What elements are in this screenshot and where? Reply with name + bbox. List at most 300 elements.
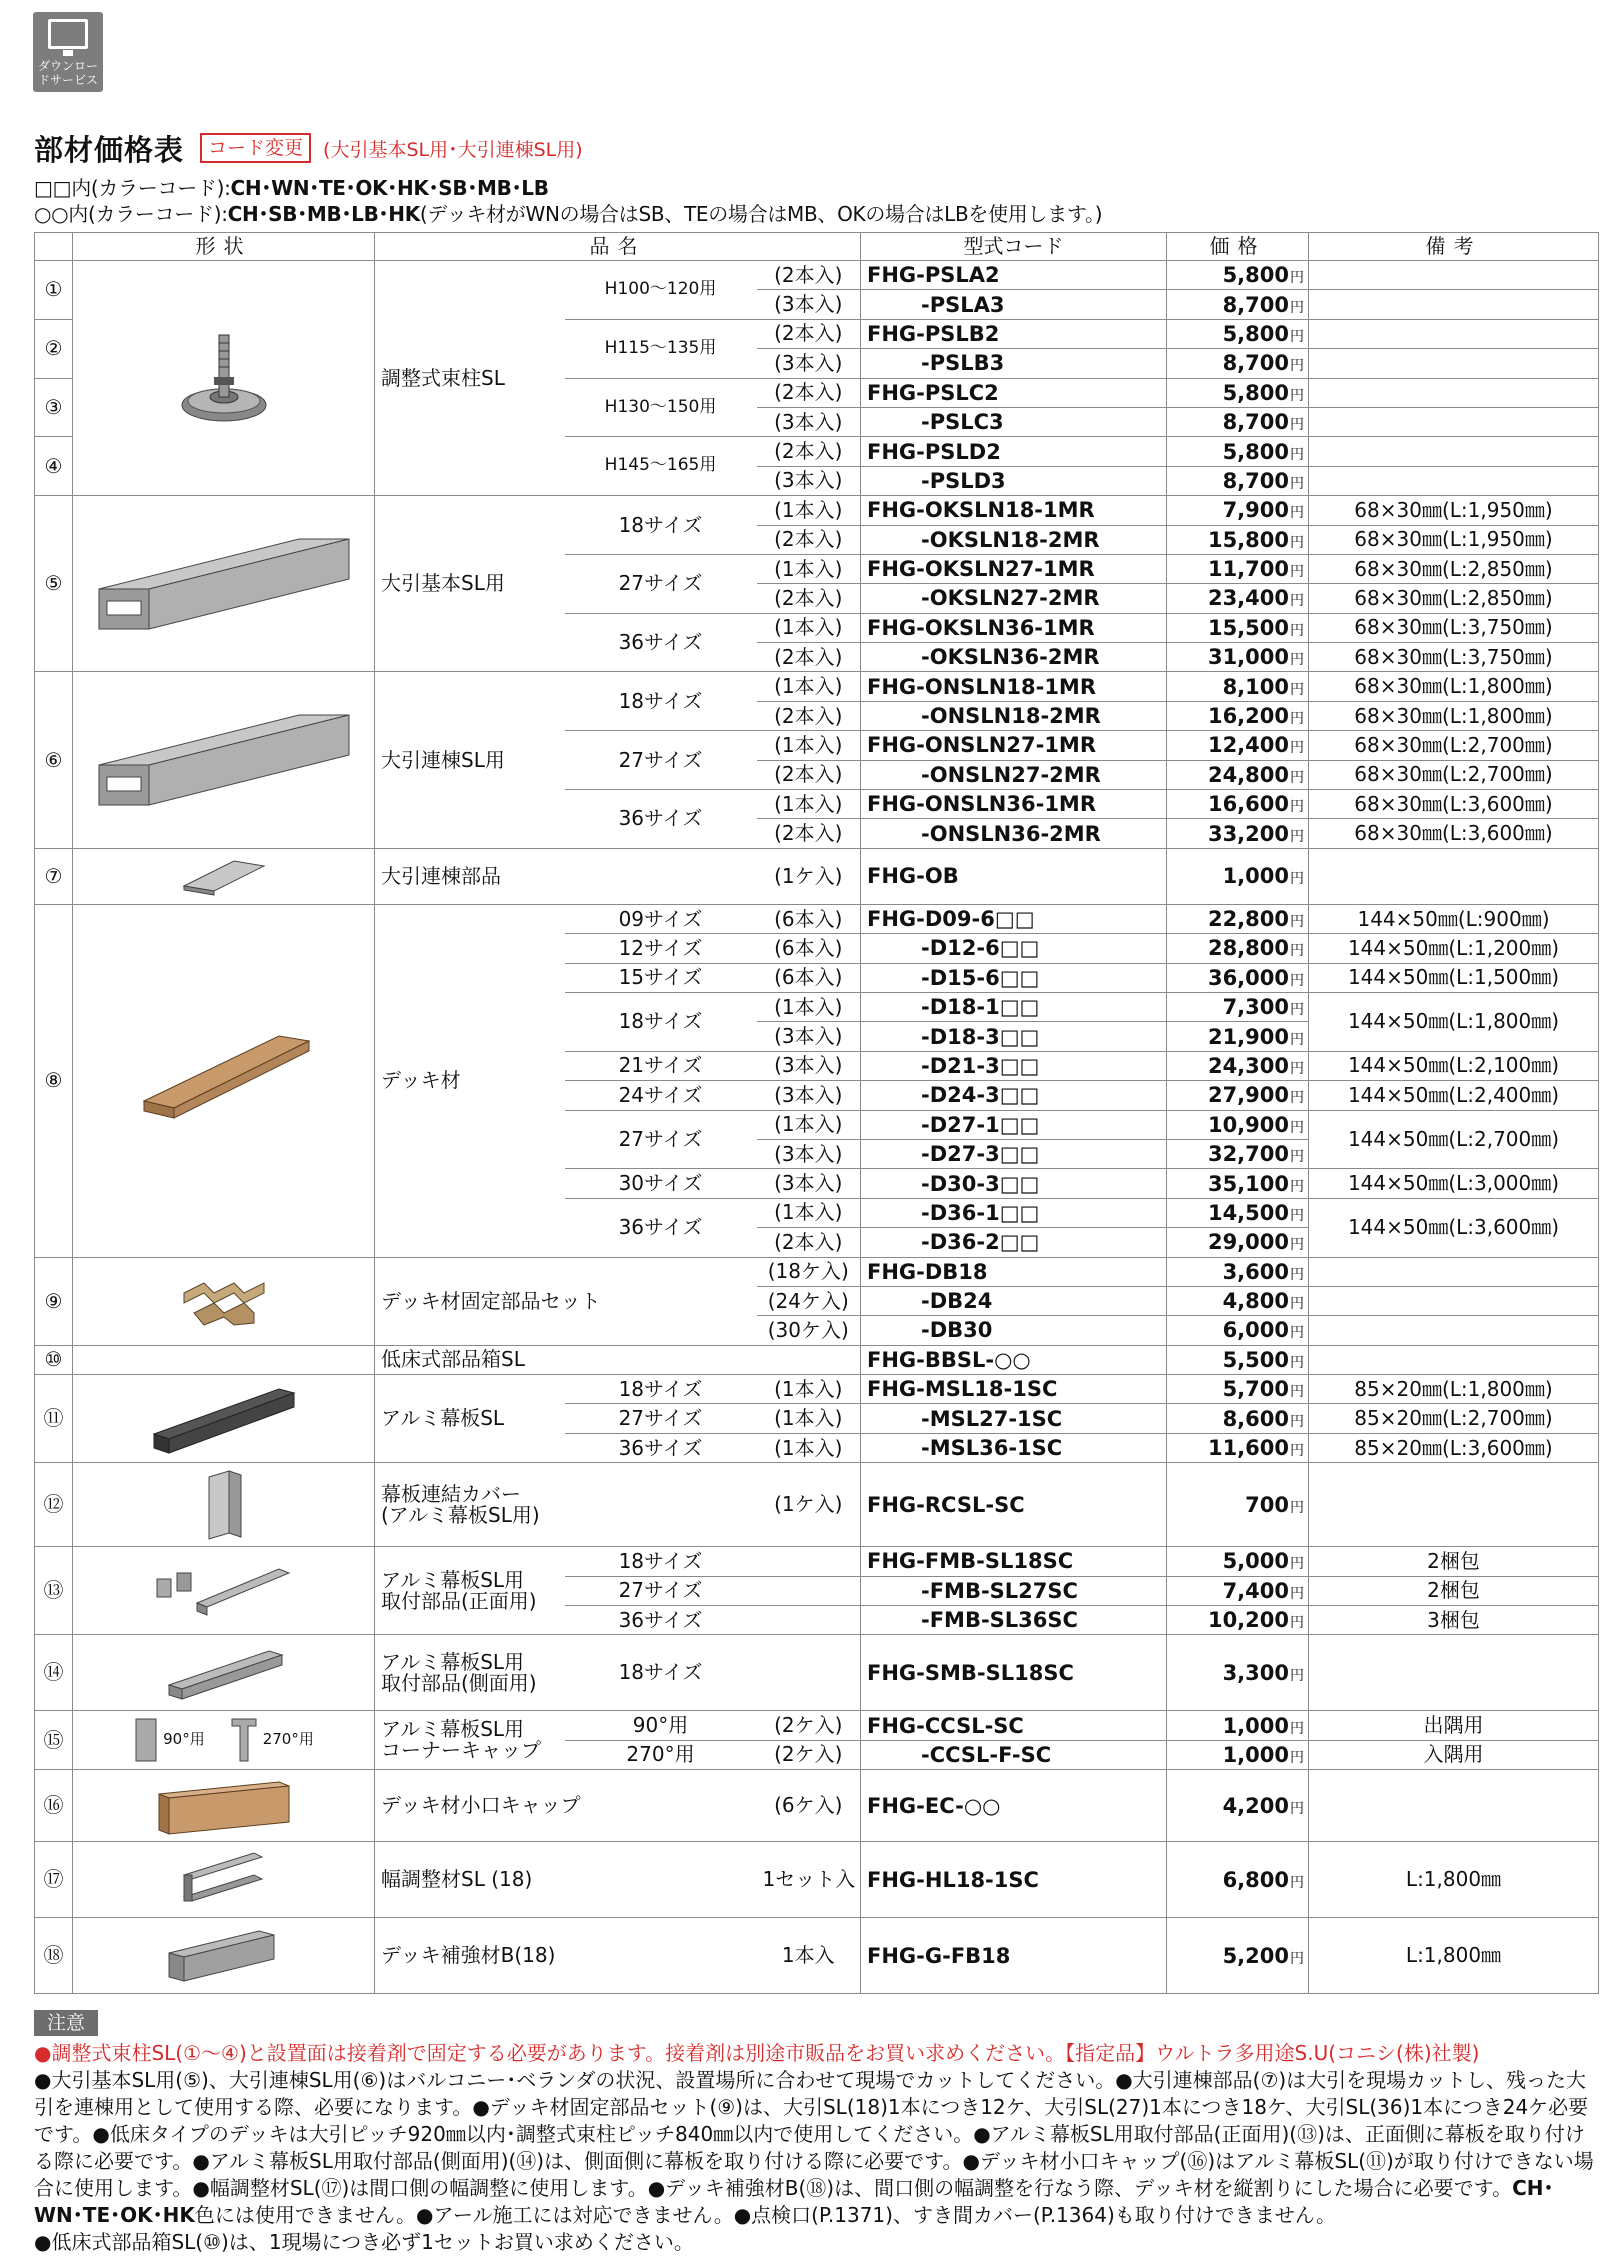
remark bbox=[1309, 349, 1599, 378]
price-value: 12,400 bbox=[1207, 733, 1289, 758]
table-row bbox=[35, 496, 1599, 525]
model-code: FHG-OKSLN36-1MR bbox=[861, 613, 1167, 642]
price-cell bbox=[1167, 790, 1309, 819]
remark: 68×30㎜(L:2,700㎜) bbox=[1309, 760, 1599, 789]
qty: (1本入) bbox=[757, 992, 861, 1021]
price-cell bbox=[1167, 437, 1309, 466]
yen-unit: 円 bbox=[1290, 446, 1304, 463]
remark bbox=[1309, 1635, 1599, 1711]
row-num: ⑬ bbox=[35, 1547, 73, 1635]
model-code: FHG-MSL18-1SC bbox=[861, 1375, 1167, 1404]
price-value: 24,300 bbox=[1207, 1053, 1289, 1078]
yen-unit: 円 bbox=[1290, 299, 1304, 316]
table-row bbox=[35, 261, 1599, 290]
remark: L:1,800㎜ bbox=[1309, 1918, 1599, 1994]
price-cell bbox=[1167, 1198, 1309, 1227]
caution-para1 bbox=[34, 2067, 1600, 2229]
fascia-cover-shape-image bbox=[73, 1463, 375, 1547]
price-cell bbox=[1167, 1433, 1309, 1462]
remark: 144×50㎜(L:1,800㎜) bbox=[1309, 992, 1599, 1051]
price-value: 6,000 bbox=[1222, 1318, 1289, 1343]
circle-codes: CH･SB･MB･LB･HK bbox=[227, 202, 420, 226]
model-code: FHG-PSLC2 bbox=[861, 378, 1167, 407]
model-code: FHG-FMB-SL18SC bbox=[861, 1547, 1167, 1576]
row-num: ⑪ bbox=[35, 1375, 73, 1463]
remark: 144×50㎜(L:3,600㎜) bbox=[1309, 1198, 1599, 1257]
price-cell bbox=[1167, 1051, 1309, 1080]
remark: 144×50㎜(L:2,400㎜) bbox=[1309, 1081, 1599, 1110]
yen-unit: 円 bbox=[1290, 681, 1304, 698]
price-value: 23,400 bbox=[1207, 586, 1289, 611]
price-value: 3,600 bbox=[1222, 1259, 1289, 1284]
qty: (1本入) bbox=[757, 1404, 861, 1433]
remark bbox=[1309, 1770, 1599, 1842]
parts-price-table bbox=[34, 232, 1599, 1994]
remark: 68×30㎜(L:3,750㎜) bbox=[1309, 643, 1599, 672]
remark: 85×20㎜(L:3,600㎜) bbox=[1309, 1433, 1599, 1462]
model-code: -ONSLN27-2MR bbox=[861, 760, 1167, 789]
square-color-note bbox=[34, 172, 549, 201]
yen-unit: 円 bbox=[1290, 1720, 1304, 1737]
price-value: 5,800 bbox=[1222, 380, 1289, 405]
product-name-line2: 取付部品(側面用) bbox=[381, 1670, 537, 1695]
price-cell bbox=[1167, 1081, 1309, 1110]
remark: 85×20㎜(L:1,800㎜) bbox=[1309, 1375, 1599, 1404]
price-cell bbox=[1167, 613, 1309, 642]
qty: (1本入) bbox=[757, 554, 861, 583]
yen-unit: 円 bbox=[1290, 1031, 1304, 1048]
yen-unit: 円 bbox=[1290, 1119, 1304, 1136]
yen-unit: 円 bbox=[1290, 593, 1304, 610]
qty: (2本入) bbox=[757, 525, 861, 554]
price-cell bbox=[1167, 349, 1309, 378]
price-cell bbox=[1167, 319, 1309, 348]
price-cell bbox=[1167, 1711, 1309, 1740]
connecting-cover-icon bbox=[199, 1467, 249, 1543]
model-code: -D12-6□□ bbox=[861, 934, 1167, 963]
model-code: -MSL27-1SC bbox=[861, 1404, 1167, 1433]
remark: 144×50㎜(L:900㎜) bbox=[1309, 904, 1599, 933]
table-row bbox=[35, 904, 1599, 933]
model-code: -D27-3□□ bbox=[861, 1139, 1167, 1168]
qty: (3本入) bbox=[757, 407, 861, 436]
price-value: 8,700 bbox=[1222, 351, 1289, 376]
corner-cap-90-icon bbox=[133, 1716, 159, 1764]
yen-unit: 円 bbox=[1290, 1384, 1304, 1401]
yen-unit: 円 bbox=[1290, 358, 1304, 375]
fascia-panel-icon bbox=[144, 1379, 304, 1459]
row-num: ⑯ bbox=[35, 1770, 73, 1842]
code-change-badge: コード変更 bbox=[200, 133, 311, 163]
deck-reinforcement-shape-image bbox=[73, 1918, 375, 1994]
size-label: H130〜150用 bbox=[565, 378, 757, 437]
row-num: ⑩ bbox=[35, 1345, 73, 1374]
deck-board-icon bbox=[134, 1026, 314, 1136]
model-code: -D18-1□□ bbox=[861, 992, 1167, 1021]
qty: (1本入) bbox=[757, 613, 861, 642]
price-value: 4,200 bbox=[1222, 1793, 1289, 1818]
price-value: 7,300 bbox=[1222, 995, 1289, 1020]
qty: (2本入) bbox=[757, 437, 861, 466]
yen-unit: 円 bbox=[1290, 387, 1304, 404]
size-label: 18サイズ bbox=[565, 992, 757, 1051]
price-value: 8,100 bbox=[1222, 674, 1289, 699]
table-row bbox=[35, 1711, 1599, 1740]
joint-part-icon bbox=[179, 856, 269, 896]
yen-unit: 円 bbox=[1290, 1874, 1304, 1891]
product-name-line1: アルミ幕板SL用 bbox=[381, 1649, 525, 1674]
yen-unit: 円 bbox=[1290, 652, 1304, 669]
row-num: ⑧ bbox=[35, 904, 73, 1257]
model-code: FHG-RCSL-SC bbox=[861, 1463, 1167, 1547]
size-label: 27サイズ bbox=[565, 1576, 757, 1605]
price-value: 11,600 bbox=[1207, 1436, 1289, 1461]
qty: 1本入 bbox=[757, 1918, 861, 1994]
yen-unit: 円 bbox=[1290, 328, 1304, 345]
remark bbox=[1309, 290, 1599, 319]
table-row bbox=[35, 848, 1599, 904]
model-code: -PSLB3 bbox=[861, 349, 1167, 378]
corner-cap-90-label: 90°用 bbox=[163, 1730, 205, 1749]
monitor-icon bbox=[48, 19, 88, 49]
table-header bbox=[35, 233, 1599, 261]
qty: (3本入) bbox=[757, 1081, 861, 1110]
remark bbox=[1309, 1286, 1599, 1315]
qty: (3本入) bbox=[757, 1051, 861, 1080]
price-cell bbox=[1167, 701, 1309, 730]
price-value: 5,200 bbox=[1222, 1943, 1289, 1968]
size-label: 30サイズ bbox=[565, 1169, 757, 1198]
price-cell bbox=[1167, 1635, 1309, 1711]
row-num: ⑮ bbox=[35, 1711, 73, 1770]
joist-beam-icon bbox=[89, 695, 359, 825]
model-code: -OKSLN18-2MR bbox=[861, 525, 1167, 554]
table-row bbox=[35, 1842, 1599, 1918]
remark: 68×30㎜(L:1,950㎜) bbox=[1309, 496, 1599, 525]
model-code: FHG-OB bbox=[861, 848, 1167, 904]
remark bbox=[1309, 437, 1599, 466]
yen-unit: 円 bbox=[1290, 943, 1304, 960]
header-name: 品名 bbox=[375, 233, 861, 261]
price-value: 14,500 bbox=[1207, 1200, 1289, 1225]
square-prefix: □□内(カラーコード): bbox=[34, 176, 231, 200]
yen-unit: 円 bbox=[1290, 1585, 1304, 1602]
qty: (2本入) bbox=[757, 378, 861, 407]
table-row bbox=[35, 1770, 1599, 1842]
table-row bbox=[35, 672, 1599, 701]
qty: (6ケ入) bbox=[757, 1770, 861, 1842]
remark: 2梱包 bbox=[1309, 1547, 1599, 1576]
remark: 68×30㎜(L:1,950㎜) bbox=[1309, 525, 1599, 554]
yen-unit: 円 bbox=[1290, 1178, 1304, 1195]
price-value: 10,200 bbox=[1207, 1608, 1289, 1633]
price-cell bbox=[1167, 760, 1309, 789]
qty: (3本入) bbox=[757, 1139, 861, 1168]
remark bbox=[1309, 848, 1599, 904]
size-label: H145〜165用 bbox=[565, 437, 757, 496]
remark: 85×20㎜(L:2,700㎜) bbox=[1309, 1404, 1599, 1433]
price-value: 700 bbox=[1245, 1492, 1289, 1517]
row-num: ⑱ bbox=[35, 1918, 73, 1994]
qty: (2本入) bbox=[757, 760, 861, 789]
model-code: FHG-HL18-1SC bbox=[861, 1842, 1167, 1918]
price-value: 36,000 bbox=[1207, 965, 1289, 990]
yen-unit: 円 bbox=[1290, 1749, 1304, 1766]
model-code: -ONSLN18-2MR bbox=[861, 701, 1167, 730]
model-code: FHG-ONSLN18-1MR bbox=[861, 672, 1167, 701]
price-cell bbox=[1167, 261, 1309, 290]
header-price: 価格 bbox=[1167, 233, 1309, 261]
qty: (1本入) bbox=[757, 1375, 861, 1404]
size-label: 36サイズ bbox=[565, 613, 757, 672]
price-value: 15,800 bbox=[1207, 527, 1289, 552]
size-label: 15サイズ bbox=[565, 963, 757, 992]
product-name bbox=[375, 1547, 565, 1635]
qty: (1本入) bbox=[757, 1433, 861, 1462]
size-label: 270°用 bbox=[565, 1740, 757, 1769]
product-name: 低床式部品箱SL bbox=[375, 1345, 861, 1374]
price-value: 8,700 bbox=[1222, 410, 1289, 435]
model-code: FHG-ONSLN27-1MR bbox=[861, 731, 1167, 760]
end-cap-shape-image bbox=[73, 1770, 375, 1842]
price-cell bbox=[1167, 496, 1309, 525]
yen-unit: 円 bbox=[1290, 1149, 1304, 1166]
remark: 68×30㎜(L:3,600㎜) bbox=[1309, 819, 1599, 848]
row-num: ① bbox=[35, 261, 73, 320]
remark: 出隅用 bbox=[1309, 1711, 1599, 1740]
fixing-bracket-icon bbox=[174, 1263, 274, 1339]
model-code: FHG-G-FB18 bbox=[861, 1918, 1167, 1994]
side-mount-part-icon bbox=[154, 1643, 294, 1703]
yen-unit: 円 bbox=[1290, 622, 1304, 639]
joist-beam-icon bbox=[89, 519, 359, 649]
price-value: 5,500 bbox=[1222, 1347, 1289, 1372]
product-name-line1: アルミ幕板SL用 bbox=[381, 1717, 525, 1742]
remark: 68×30㎜(L:3,600㎜) bbox=[1309, 790, 1599, 819]
caution-para1-bold: CH･WN･TE･OK･HK bbox=[34, 2176, 1554, 2227]
price-value: 16,200 bbox=[1207, 704, 1289, 729]
model-code: FHG-D09-6□□ bbox=[861, 904, 1167, 933]
yen-unit: 円 bbox=[1290, 417, 1304, 434]
corner-cap-group bbox=[73, 1716, 374, 1764]
price-value: 24,800 bbox=[1207, 762, 1289, 787]
product-name: 大引連棟部品 bbox=[375, 848, 757, 904]
qty: 1セット入 bbox=[757, 1842, 861, 1918]
row-num: ⑥ bbox=[35, 672, 73, 848]
caution-para1-tail: 色には使用できません。●アール施工には対応できません。●点検口(P.1371)、すき間カバー(P.1364)も取り付けできません。 bbox=[194, 2203, 1336, 2227]
yen-unit: 円 bbox=[1290, 1354, 1304, 1371]
size-label: 18サイズ bbox=[565, 1547, 757, 1576]
product-name: 調整式束柱SL bbox=[375, 261, 565, 496]
model-code: -D24-3□□ bbox=[861, 1081, 1167, 1110]
remark bbox=[1309, 1257, 1599, 1286]
model-code: -D15-6□□ bbox=[861, 963, 1167, 992]
price-value: 4,800 bbox=[1222, 1289, 1289, 1314]
qty: (2本入) bbox=[757, 584, 861, 613]
size-label: 90°用 bbox=[565, 1711, 757, 1740]
qty: (18ケ入) bbox=[757, 1257, 861, 1286]
deck-fixing-set-shape-image bbox=[73, 1257, 375, 1345]
qty: (2ケ入) bbox=[757, 1740, 861, 1769]
product-name bbox=[375, 1635, 565, 1711]
qty: (1本入) bbox=[757, 496, 861, 525]
yen-unit: 円 bbox=[1290, 1499, 1304, 1516]
qty: (1本入) bbox=[757, 672, 861, 701]
price-cell bbox=[1167, 407, 1309, 436]
price-cell bbox=[1167, 731, 1309, 760]
qty: (30ケ入) bbox=[757, 1316, 861, 1345]
model-code: FHG-PSLD2 bbox=[861, 437, 1167, 466]
yen-unit: 円 bbox=[1290, 972, 1304, 989]
header-shape: 形状 bbox=[73, 233, 375, 261]
table-row bbox=[35, 1918, 1599, 1994]
price-cell bbox=[1167, 466, 1309, 495]
remark: 入隅用 bbox=[1309, 1740, 1599, 1769]
price-value: 31,000 bbox=[1207, 645, 1289, 670]
row-num: ⑨ bbox=[35, 1257, 73, 1345]
price-value: 7,400 bbox=[1222, 1578, 1289, 1603]
caution-notes bbox=[34, 2040, 1600, 2256]
size-label: 36サイズ bbox=[565, 790, 757, 849]
qty: (2本入) bbox=[757, 643, 861, 672]
size-label: 21サイズ bbox=[565, 1051, 757, 1080]
remark: L:1,800㎜ bbox=[1309, 1842, 1599, 1918]
header-remarks: 備考 bbox=[1309, 233, 1599, 261]
remark: 144×50㎜(L:1,200㎜) bbox=[1309, 934, 1599, 963]
price-cell bbox=[1167, 1110, 1309, 1139]
yen-unit: 円 bbox=[1290, 564, 1304, 581]
model-code: FHG-OKSLN27-1MR bbox=[861, 554, 1167, 583]
yen-unit: 円 bbox=[1290, 799, 1304, 816]
price-value: 27,900 bbox=[1207, 1083, 1289, 1108]
remark bbox=[1309, 1463, 1599, 1547]
price-cell bbox=[1167, 1316, 1309, 1345]
qty: (2本入) bbox=[757, 319, 861, 348]
price-cell bbox=[1167, 643, 1309, 672]
yen-unit: 円 bbox=[1290, 1667, 1304, 1684]
joist-basic-shape-image bbox=[73, 496, 375, 672]
model-code: -D30-3□□ bbox=[861, 1169, 1167, 1198]
deck-board-shape-image bbox=[73, 904, 375, 1257]
size-label: 12サイズ bbox=[565, 934, 757, 963]
remark: 68×30㎜(L:1,800㎜) bbox=[1309, 672, 1599, 701]
price-cell bbox=[1167, 1842, 1309, 1918]
page-title: 部材価格表 bbox=[34, 132, 185, 167]
price-cell bbox=[1167, 992, 1309, 1021]
size-label: 18サイズ bbox=[565, 672, 757, 731]
product-name-line2: コーナーキャップ bbox=[381, 1738, 541, 1763]
qty: (1本入) bbox=[757, 1198, 861, 1227]
yen-unit: 円 bbox=[1290, 1556, 1304, 1573]
row-num: ⑫ bbox=[35, 1463, 73, 1547]
qty: (1本入) bbox=[757, 731, 861, 760]
product-name: 幅調整材SL (18) bbox=[375, 1842, 757, 1918]
price-cell bbox=[1167, 904, 1309, 933]
price-cell bbox=[1167, 1022, 1309, 1051]
table-row bbox=[35, 1635, 1599, 1711]
yen-unit: 円 bbox=[1290, 1950, 1304, 1967]
front-mount-part-icon bbox=[149, 1551, 299, 1631]
download-service-badge[interactable] bbox=[33, 12, 103, 92]
remark: 68×30㎜(L:2,700㎜) bbox=[1309, 731, 1599, 760]
model-code: -D36-1□□ bbox=[861, 1198, 1167, 1227]
yen-unit: 円 bbox=[1290, 1443, 1304, 1460]
qty: (3本入) bbox=[757, 290, 861, 319]
price-cell bbox=[1167, 525, 1309, 554]
model-code: -CCSL-F-SC bbox=[861, 1740, 1167, 1769]
yen-unit: 円 bbox=[1290, 1325, 1304, 1342]
model-code: FHG-OKSLN18-1MR bbox=[861, 496, 1167, 525]
yen-unit: 円 bbox=[1290, 1296, 1304, 1313]
remark: 2梱包 bbox=[1309, 1576, 1599, 1605]
price-cell bbox=[1167, 1345, 1309, 1374]
size-label: 24サイズ bbox=[565, 1081, 757, 1110]
header-num bbox=[35, 233, 73, 261]
price-value: 8,600 bbox=[1222, 1406, 1289, 1431]
corner-cap-shape-image bbox=[73, 1711, 375, 1770]
model-code: -DB24 bbox=[861, 1286, 1167, 1315]
model-code: FHG-CCSL-SC bbox=[861, 1711, 1167, 1740]
yen-unit: 円 bbox=[1290, 505, 1304, 522]
size-label: 27サイズ bbox=[565, 1110, 757, 1169]
price-cell bbox=[1167, 848, 1309, 904]
remark bbox=[1309, 261, 1599, 290]
model-code: -FMB-SL27SC bbox=[861, 1576, 1167, 1605]
price-value: 21,900 bbox=[1207, 1024, 1289, 1049]
price-value: 3,300 bbox=[1222, 1660, 1289, 1685]
product-name: アルミ幕板SL bbox=[375, 1375, 565, 1463]
table-row bbox=[35, 1345, 1599, 1374]
price-cell bbox=[1167, 1375, 1309, 1404]
price-cell bbox=[1167, 819, 1309, 848]
price-cell bbox=[1167, 378, 1309, 407]
caution-heading: 注意 bbox=[34, 2010, 98, 2036]
model-code: -D27-1□□ bbox=[861, 1110, 1167, 1139]
model-code: -OKSLN36-2MR bbox=[861, 643, 1167, 672]
size-label: 36サイズ bbox=[565, 1433, 757, 1462]
yen-unit: 円 bbox=[1290, 1237, 1304, 1254]
price-cell bbox=[1167, 672, 1309, 701]
qty: (1ケ入) bbox=[757, 848, 861, 904]
product-name: 大引基本SL用 bbox=[375, 496, 565, 672]
yen-unit: 円 bbox=[1290, 1615, 1304, 1632]
caution-red-line: ●調整式束柱SL(①〜④)と設置面は接着剤で固定する必要があります。接着剤は別途市販品をお買い求めください。【指定品】ウルトラ多用途S.U(コニシ(株)社製) bbox=[34, 2041, 1480, 2065]
remark: 144×50㎜(L:2,700㎜) bbox=[1309, 1110, 1599, 1169]
price-cell bbox=[1167, 1463, 1309, 1547]
size-label: H115〜135用 bbox=[565, 319, 757, 378]
price-value: 1,000 bbox=[1222, 864, 1289, 889]
yen-unit: 円 bbox=[1290, 270, 1304, 287]
post-shape-image bbox=[73, 261, 375, 496]
model-code: FHG-PSLB2 bbox=[861, 319, 1167, 348]
qty bbox=[757, 1576, 861, 1605]
size-label: 36サイズ bbox=[565, 1198, 757, 1257]
product-name-line2: (アルミ幕板SL用) bbox=[381, 1502, 540, 1527]
price-value: 8,700 bbox=[1222, 468, 1289, 493]
size-label: 27サイズ bbox=[565, 1404, 757, 1433]
yen-unit: 円 bbox=[1290, 1800, 1304, 1817]
qty: (3本入) bbox=[757, 466, 861, 495]
model-code: -D21-3□□ bbox=[861, 1051, 1167, 1080]
model-code: FHG-PSLA2 bbox=[861, 261, 1167, 290]
price-cell bbox=[1167, 1770, 1309, 1842]
row-num: ⑰ bbox=[35, 1842, 73, 1918]
product-name bbox=[375, 1463, 757, 1547]
width-adjuster-icon bbox=[174, 1845, 274, 1915]
size-label: H100〜120用 bbox=[565, 261, 757, 320]
remark bbox=[1309, 1345, 1599, 1374]
qty: (2本入) bbox=[757, 819, 861, 848]
